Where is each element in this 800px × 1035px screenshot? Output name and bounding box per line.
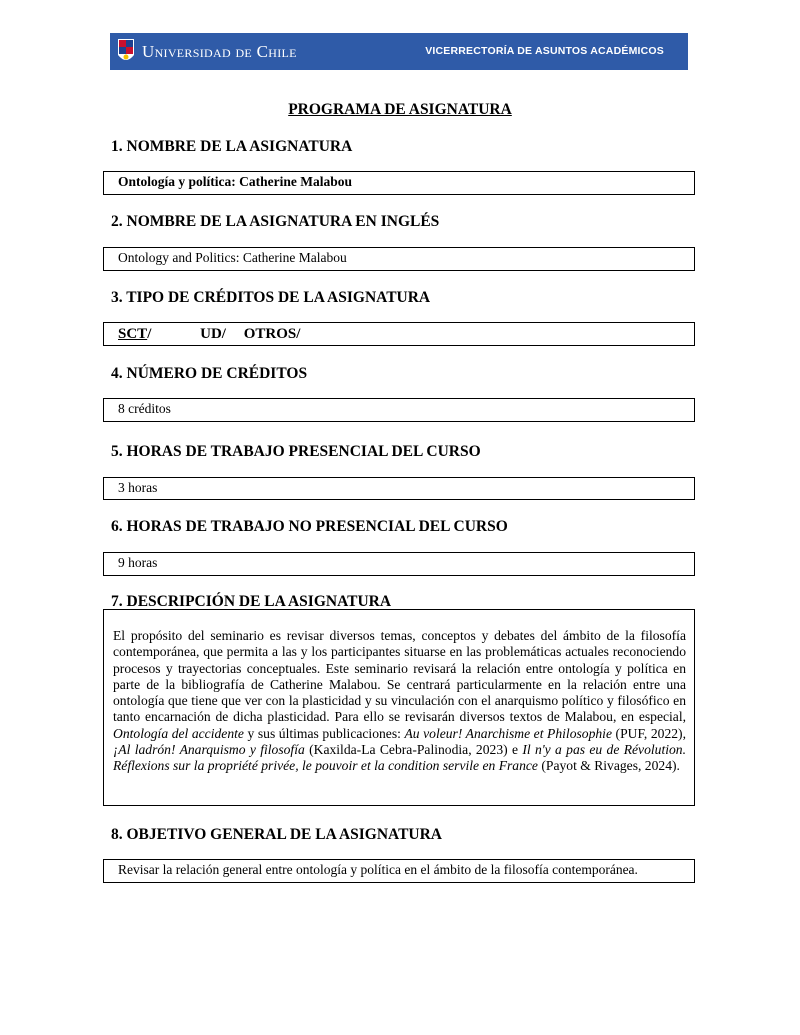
non-presential-hours-value: 9 horas [118, 555, 158, 570]
section-5-heading: 5. HORAS DE TRABAJO PRESENCIAL DEL CURSO [111, 443, 481, 460]
section-3-heading: 3. TIPO DE CRÉDITOS DE LA ASIGNATURA [111, 289, 431, 306]
description-book-1: Ontología del accidente [113, 725, 244, 741]
description-text-2: y sus últimas publicaciones: [243, 725, 405, 741]
university-crest-icon [117, 37, 135, 65]
description-text-1: El propósito del seminario es revisar diversos temas, conceptos y debates del ámbito de la filosofía contemporánea, que permita a las y los participantes situarse en las problemáticas actuales reconociendo procesos y trayectorias conceptuales. Este seminario revisará la relación entre ontología y política en parte de la bibliografía de Catherine Malabou. Se centrará particularmente en la relación entre una ontología que tiene que ver con la plasticidad y su vinculación con el anarquismo político y filosófico en tanto encarnación de dicha plasticidad. Para ello se revisarán diversos textos de Malabou, en especial, [113, 628, 686, 725]
credit-type-otros: OTROS/ [243, 326, 301, 342]
credit-type-sct-slash: / [147, 326, 152, 342]
non-presential-hours-box [103, 552, 695, 576]
credits-number-box [103, 398, 695, 422]
description-text-3: (PUF, 2022), [611, 725, 686, 741]
general-objective-value: Revisar la relación general entre ontología y política en el ámbito de la filosofía contemporánea. [118, 862, 638, 877]
credit-type-box [103, 322, 695, 346]
description-book-3: ¡Al ladrón! Anarquismo y filosofía [113, 742, 305, 758]
course-name-english-value: Ontology and Politics: Catherine Malabou [118, 250, 347, 265]
document-title: PROGRAMA DE ASIGNATURA [288, 101, 512, 118]
course-name-box [103, 171, 695, 195]
course-name-value: Ontología y política: Catherine Malabou [118, 174, 352, 189]
description-book-2: Au voleur! Anarchisme et Philosophie [404, 725, 612, 741]
section-7-heading: 7. DESCRIPCIÓN DE LA ASIGNATURA [111, 593, 392, 610]
credit-type-ud: UD/ [200, 326, 226, 342]
credit-type-sct: SCT [118, 326, 148, 342]
general-objective-box [103, 859, 695, 883]
section-4-heading: 4. NÚMERO DE CRÉDITOS [111, 365, 308, 382]
description-text-5: (Payot & Rivages, 2024). [537, 758, 680, 774]
vicerrectoria-label: VICERRECTORÍA DE ASUNTOS ACADÉMICOS [425, 45, 664, 57]
university-name: Universidad de Chile [142, 42, 297, 61]
section-6-heading: 6. HORAS DE TRABAJO NO PRESENCIAL DEL CURSO [111, 518, 508, 535]
credits-number-value: 8 créditos [118, 401, 171, 416]
presential-hours-value: 3 horas [118, 480, 158, 495]
presential-hours-box [103, 477, 695, 500]
header-banner [110, 33, 688, 70]
section-1-heading: 1. NOMBRE DE LA ASIGNATURA [111, 138, 353, 155]
description-book-4: Il n'y a pas eu de Révolution. Réflexions sur la propriété privée, le pouvoir et la condition servile en France [113, 742, 686, 774]
section-2-heading: 2. NOMBRE DE LA ASIGNATURA EN INGLÉS [111, 213, 440, 230]
course-description-box [103, 609, 695, 806]
course-name-english-box [103, 247, 695, 271]
description-text-4: (Kaxilda-La Cebra-Palinodia, 2023) e [304, 742, 523, 758]
section-8-heading: 8. OBJETIVO GENERAL DE LA ASIGNATURA [111, 826, 443, 843]
